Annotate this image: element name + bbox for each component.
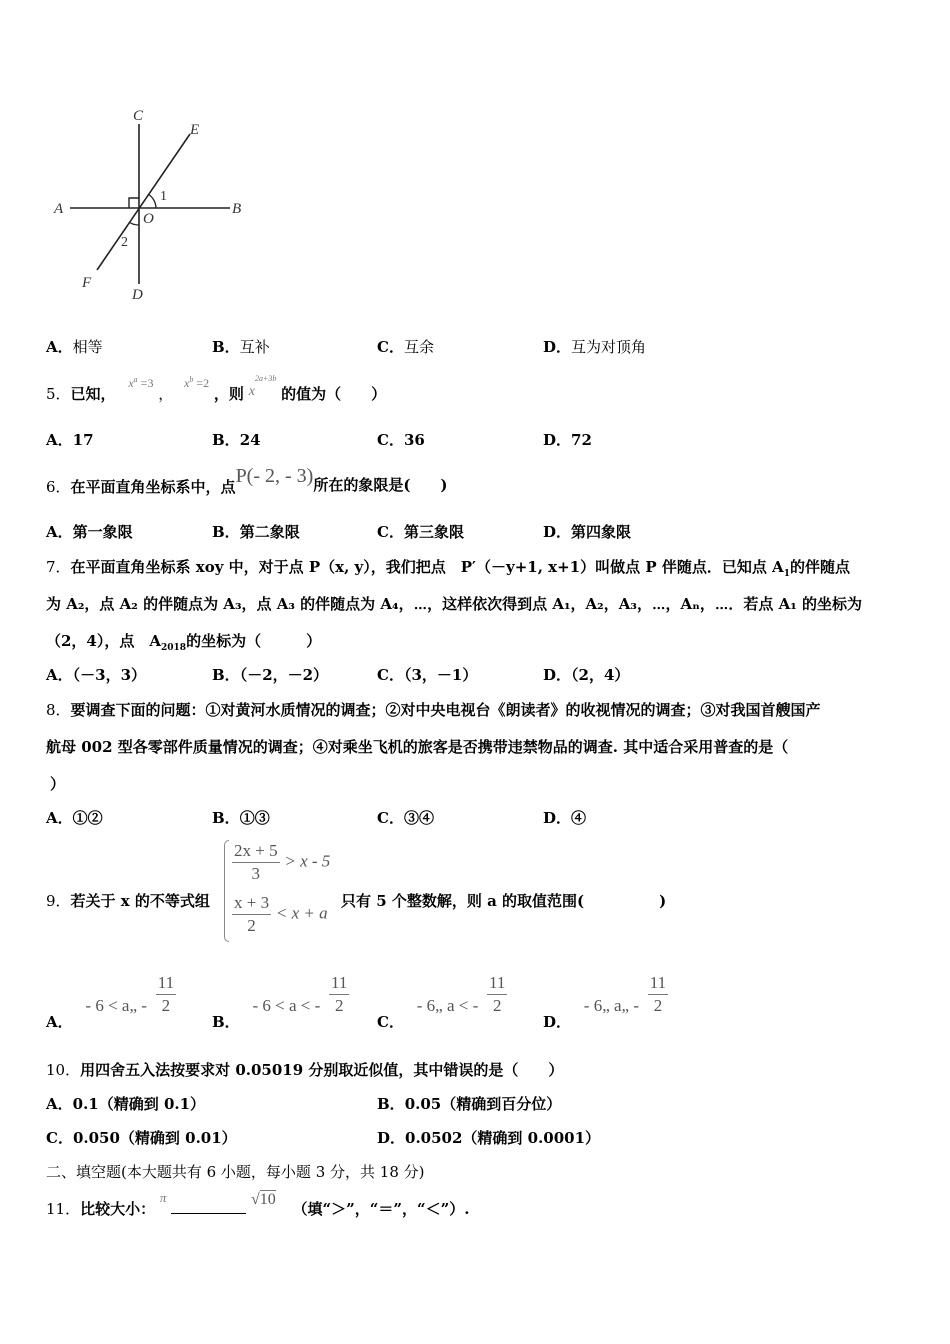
q6-option-c[interactable]: C．第三象限 [377,523,464,541]
q5-cond2: $x^b =2$ [184,375,210,390]
q9-option-b[interactable]: B． - 6 < a < - $\frac{11}{2}$ [212,973,348,1031]
q5-option-c[interactable]: C．36 [377,431,425,449]
label-d: D [132,287,143,303]
q6-option-a[interactable]: A．第一象限 [46,523,133,541]
q8-option-a[interactable]: A．①② [46,809,103,827]
q7-option-a[interactable]: A．（－3，3） [46,666,147,684]
q4-option-c[interactable]: C．互余 [377,338,434,356]
q5-expr: $x^{2a+3b}$ [248,374,277,399]
q8-option-b[interactable]: B．①③ [212,809,270,827]
q8-option-d[interactable]: D．④ [543,809,587,827]
q9-brace [224,840,229,942]
q5-cond1: $x^a =3$ [128,375,154,390]
q11-sqrt: √10 [250,1191,276,1208]
label-o: O [143,211,154,227]
q6-point: P(- 2, - 3) [235,465,314,487]
q6-option-b[interactable]: B．第二象限 [212,523,300,541]
label-f: F [82,275,92,291]
question-10: 10．用四舍五入法按要求对 0.05019 分别取近似值，其中错误的是（ ） [46,1061,564,1079]
question-5: 5．已知， $x^a =3$ ， $x^b =2$ ，则 $x^{2a+3b}$ 的值为（ ） [46,374,387,403]
q9-inequality-1: $\frac{2x + 5}{3}$ > x - 5 [234,841,331,883]
q6-option-d[interactable]: D．第四象限 [543,523,632,541]
q11-answer-blank[interactable] [171,1199,246,1214]
label-c: C [133,108,144,124]
q4-option-a[interactable]: A．相等 [46,338,103,356]
angle1-arc [148,194,156,208]
q10-option-b[interactable]: B．0.05（精确到百分位） [377,1095,562,1113]
q10-option-c[interactable]: C．0.050（精确到 0.01） [46,1129,237,1147]
q9-option-a[interactable]: A． - 6 < a„ - $\frac{11}{2}$ [46,973,175,1031]
q5-option-a[interactable]: A．17 [46,431,94,449]
right-angle-mark [129,198,139,208]
angle2-arc [129,222,139,225]
label-angle2: 2 [121,235,128,250]
question-11: 11．比较大小： π √10 （填“＞”，“＝”，“＜”）. [46,1190,470,1218]
section-2-title: 二、填空题(本大题共有 6 小题，每小题 3 分，共 18 分) [46,1163,425,1181]
q5-option-d[interactable]: D．72 [543,431,592,449]
q4-option-d[interactable]: D．互为对顶角 [543,338,647,356]
geometry-figure [40,100,270,310]
label-e: E [190,122,200,138]
q9-option-d[interactable]: D． - 6„ a„ - $\frac{11}{2}$ [543,973,667,1031]
q10-option-a[interactable]: A．0.1（精确到 0.1） [46,1095,206,1113]
label-angle1: 1 [160,189,167,204]
question-6: 6．在平面直角坐标系中，点P(- 2, - 3)所在的象限是( ) [46,465,448,496]
q7-option-c[interactable]: C．（3，－1） [377,666,478,684]
label-b: B [232,201,242,217]
q7-option-d[interactable]: D．（2，4） [543,666,630,684]
q10-option-d[interactable]: D．0.0502（精确到 0.0001） [377,1129,601,1147]
q7-option-b[interactable]: B．（－2，－2） [212,666,329,684]
q9-option-c[interactable]: C． - 6„ a < - $\frac{11}{2}$ [377,973,506,1031]
q4-option-b[interactable]: B．互补 [212,338,270,356]
line-ef [97,134,190,270]
q5-option-b[interactable]: B．24 [212,431,261,449]
q11-pi: π [159,1190,167,1205]
q8-option-c[interactable]: C．③④ [377,809,434,827]
label-a: A [54,201,64,217]
q9-inequality-2: $\frac{x + 3}{2}$ < x + a [234,893,328,935]
